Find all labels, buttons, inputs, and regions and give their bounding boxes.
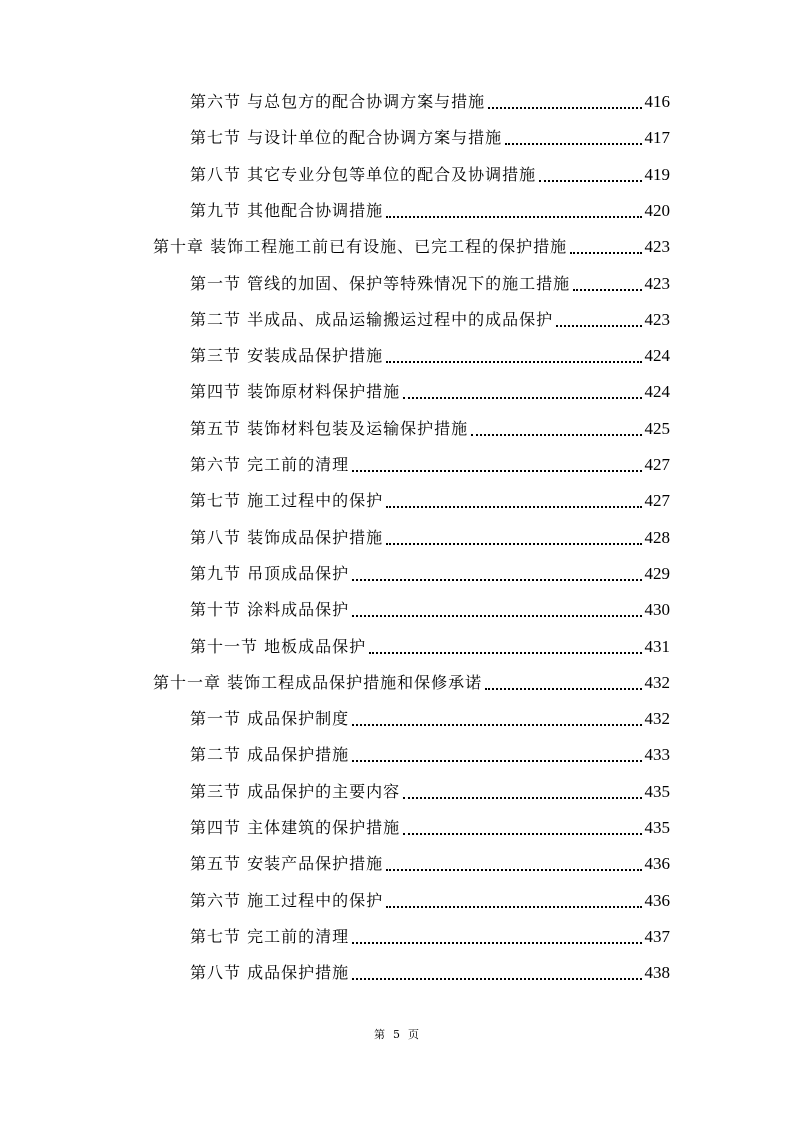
toc-entry-page: 419 — [644, 164, 670, 184]
toc-entry-page: 427 — [644, 455, 670, 474]
toc-entry-page: 433 — [644, 745, 670, 765]
toc-entry[interactable] — [190, 707, 670, 731]
dot-leader — [352, 942, 641, 944]
toc-entry-page: 420 — [644, 200, 670, 220]
toc-entry-title: 第二节 成品保护措施 — [190, 745, 350, 765]
dot-leader — [539, 180, 641, 182]
toc-entry-page: 428 — [644, 527, 670, 547]
toc-entry-page: 423 — [644, 309, 670, 329]
toc-entry-title: 第十一节 地板成品保护 — [190, 636, 367, 656]
toc-entry[interactable] — [190, 90, 670, 114]
toc-entry-title: 第六节 施工过程中的保护 — [190, 890, 384, 910]
toc-entry-page: 438 — [644, 963, 670, 983]
toc-entry-title: 第一节 管线的加固、保护等特殊情况下的施工措施 — [190, 273, 571, 293]
toc-entry[interactable] — [190, 380, 670, 404]
toc-entry-title: 第三节 安装成品保护措施 — [190, 346, 384, 366]
toc-entry[interactable] — [190, 816, 670, 840]
toc-entry-page: 424 — [644, 346, 670, 366]
toc-entry-title: 第四节 主体建筑的保护措施 — [190, 818, 401, 837]
dot-leader — [573, 289, 641, 291]
page-number-suffix: 页 — [408, 1028, 419, 1041]
toc-entry-page: 424 — [644, 382, 670, 402]
toc-entry-page: 431 — [644, 636, 670, 656]
toc-entry-page: 436 — [644, 854, 670, 874]
toc-entry[interactable] — [190, 743, 670, 767]
dot-leader — [352, 579, 641, 581]
dot-leader — [403, 797, 641, 799]
dot-leader — [488, 107, 641, 109]
toc-entry-title: 第五节 安装产品保护措施 — [190, 854, 384, 874]
toc-entry-page: 437 — [644, 926, 670, 946]
toc-entry-page: 436 — [644, 890, 670, 910]
dot-leader — [403, 833, 641, 835]
page-number: 5 — [393, 1028, 400, 1041]
toc-entry-page: 435 — [644, 781, 670, 801]
toc-entry-page: 427 — [644, 491, 670, 511]
page-number-prefix: 第 — [374, 1028, 385, 1041]
toc-entry-page: 435 — [644, 818, 670, 837]
dot-leader — [403, 397, 641, 399]
toc-entry-title: 第八节 其它专业分包等单位的配合及协调措施 — [190, 164, 537, 184]
toc-entry[interactable] — [190, 780, 670, 804]
toc-entry-title: 第九节 其他配合协调措施 — [190, 200, 384, 220]
toc-entry-page: 423 — [644, 237, 670, 257]
dot-leader — [505, 143, 641, 145]
toc-entry[interactable] — [190, 852, 670, 876]
toc-entry-title: 第八节 装饰成品保护措施 — [190, 527, 384, 547]
toc-entry[interactable] — [190, 635, 670, 659]
toc-entry[interactable] — [190, 199, 670, 223]
toc-entry-title: 第九节 吊顶成品保护 — [190, 563, 350, 583]
toc-entry[interactable] — [190, 889, 670, 913]
toc-entry[interactable] — [190, 526, 670, 550]
toc-entry[interactable] — [190, 272, 670, 296]
dot-leader — [471, 434, 641, 436]
toc-entry[interactable] — [190, 562, 670, 586]
dot-leader — [386, 906, 641, 908]
toc-entry[interactable] — [190, 961, 670, 985]
toc-entry-page: 430 — [644, 600, 670, 620]
toc-entry-title: 第十章 装饰工程施工前已有设施、已完工程的保护措施 — [153, 237, 568, 257]
toc-entry-title: 第七节 施工过程中的保护 — [190, 491, 384, 511]
dot-leader — [386, 869, 641, 871]
toc-entry-page: 423 — [644, 273, 670, 293]
toc-entry-title: 第三节 成品保护的主要内容 — [190, 781, 401, 801]
toc-entry-title: 第一节 成品保护制度 — [190, 709, 350, 729]
page-footer — [0, 1026, 793, 1042]
toc-entry-title: 第八节 成品保护措施 — [190, 963, 350, 983]
toc-entry[interactable] — [190, 417, 670, 441]
dot-leader — [386, 543, 641, 545]
toc-entry-title: 第十一章 装饰工程成品保护措施和保修承诺 — [153, 672, 483, 692]
toc-entry-title: 第四节 装饰原材料保护措施 — [190, 382, 401, 402]
dot-leader — [352, 978, 641, 980]
toc-entry[interactable] — [190, 126, 670, 150]
toc-entry-page: 432 — [644, 672, 670, 692]
toc-entry-title: 第七节 完工前的清理 — [190, 926, 350, 946]
toc-entry[interactable] — [190, 453, 670, 477]
toc-entry-page: 425 — [644, 418, 670, 438]
dot-leader — [386, 506, 641, 508]
toc-entry-title: 第五节 装饰材料包装及运输保护措施 — [190, 418, 469, 438]
toc-entry-page: 432 — [644, 709, 670, 729]
dot-leader — [485, 688, 641, 690]
dot-leader — [369, 652, 641, 654]
dot-leader — [386, 361, 641, 363]
toc-entry[interactable] — [190, 163, 670, 187]
toc-entry-title: 第十节 涂料成品保护 — [190, 600, 350, 620]
dot-leader — [386, 216, 641, 218]
toc-entry-page: 416 — [644, 92, 670, 111]
toc-entry[interactable] — [190, 308, 670, 332]
toc-entry-page: 429 — [644, 563, 670, 583]
toc-entry-page: 417 — [644, 128, 670, 148]
toc-entry-title: 第六节 完工前的清理 — [190, 455, 350, 474]
dot-leader — [352, 470, 641, 472]
toc-entry[interactable] — [190, 598, 670, 622]
dot-leader — [556, 325, 641, 327]
toc-chapter-entry[interactable] — [153, 671, 670, 695]
dot-leader — [570, 252, 641, 254]
dot-leader — [352, 760, 641, 762]
toc-entry-title: 第六节 与总包方的配合协调方案与措施 — [190, 92, 486, 111]
toc-entry[interactable] — [190, 925, 670, 949]
toc-entry[interactable] — [190, 489, 670, 513]
toc-entry-title: 第二节 半成品、成品运输搬运过程中的成品保护 — [190, 309, 554, 329]
toc-chapter-entry[interactable] — [153, 235, 670, 259]
toc-entry[interactable] — [190, 344, 670, 368]
dot-leader — [352, 724, 641, 726]
dot-leader — [352, 615, 641, 617]
toc-entry-title: 第七节 与设计单位的配合协调方案与措施 — [190, 128, 503, 148]
